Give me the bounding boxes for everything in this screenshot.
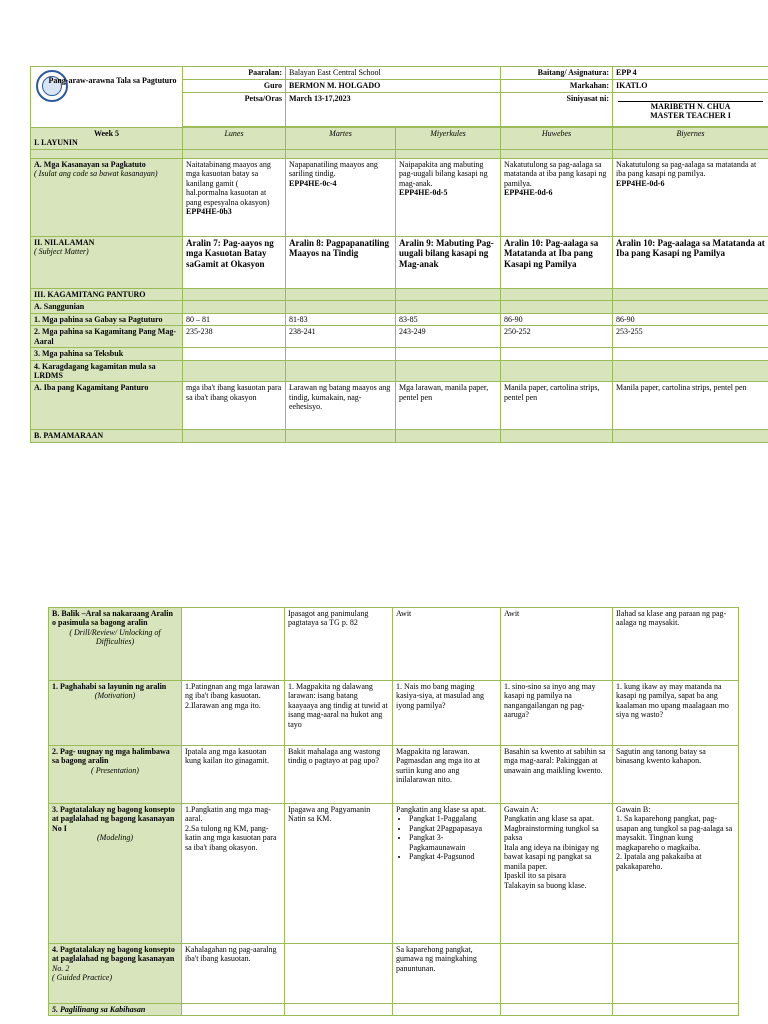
signatory-block [613,93,768,127]
kasanayan-label: A. Mga Kasanayan sa Pagkatuto [34,159,146,169]
pagtatalakay2-label: 4. Pagtatalakay ng bagong konsepto at paglalahad ng bagong kasanayan [52,945,175,964]
pagtatalakay1-cell: Gawain A: Pangkatin ang klase sa apat. Magbrainstorming tungkol sa paksa Itala ang ideya na ibinigay ng bawat kasapi ng pangkat sa manila paper. Ipaskil ito sa pisara Talakayin sa buong klase. [501,804,613,944]
document-title: Pang-araw-arawna Tala sa Pagtuturo [48,76,177,85]
day-biyernes: Biyernes [613,128,768,150]
kasanayan-cell: Nakatutulong sa pag-aalaga sa matatanda at iba pang kasapi ng pamilya. EPP4HE-0d-6 [501,158,613,236]
mag-aaral-label: 2. Mga pahina sa Kagamitang Pang Mag-Aaral [31,326,183,348]
pagtatalakay2-cell: Kahalagahan ng pag-aaralng iba't ibang kasuotan. [182,944,285,1004]
school-header-cell [31,67,183,128]
balik-cell: Awit [501,608,613,681]
balik-cell: Awit [393,608,501,681]
pagtatalakay1-note: (Modeling) [97,833,133,843]
guro-label: Guro [183,80,286,93]
aralin-cell: Aralin 8: Pagpapanatiling Maayos na Tindig [286,236,396,288]
kasanayan-cell: Napapanatiling maayos ang sariling tindig. EPP4HE-0c-4 [286,158,396,236]
guro-value: BERMON M. HOLGADO [286,80,501,93]
gabay-cell: 80 – 81 [183,313,286,325]
pamamaraan-label: B. PAMAMARAAN [31,430,183,442]
kasanayan-cell: Naitatabinang maayos ang mga kasuotan batay sa kanilang gamit ( hal.pormalna kasuotan at pang espesyalna okasyon) EPP4HE-0b3 [183,158,286,236]
markahan-label: Markahan: [501,80,613,93]
pag-uugnay-cell: Magpakita ng larawan. Pagmasdan ang mga ito at suriin kung ano ang inilalarawan nito. [393,746,501,804]
mag-aaral-cell: 238-241 [286,326,396,348]
balik-cell [182,608,285,681]
mag-aaral-cell: 235-238 [183,326,286,348]
pag-uugnay-cell: Sagutin ang tanong batay sa binasang kwento kahapon. [613,746,739,804]
paghahabi-row-label [49,681,182,746]
iba-label: A. Iba pang Kagamitang Panturo [31,382,183,430]
aralin-cell: Aralin 7: Pag-aayos ng mga Kasuotan Batay saGamit at Okasyon [183,236,286,288]
paghahabi-cell: 1.Patingnan ang mga larawan ng iba't ibang kasuotan. 2.Ilarawan ang mga ito. [182,681,285,746]
paghahabi-cell: 1. sino-sino sa inyo ang may kasapi ng pamilya na nangangailangan ng pag-aaruga? [501,681,613,746]
nilalaman-note: ( Subject Matter) [34,247,89,257]
list-item: • Pangkat 2Pagpapasaya [409,824,497,833]
pangkat-list [396,814,497,861]
sanggunian-label: A. Sanggunian [31,301,183,313]
mag-aaral-cell: 253-255 [613,326,768,348]
pagtatalakay2-cell: Sa kaparehong pangkat, gumawa ng maingkahing panuntunan. [393,944,501,1004]
iba-cell: mga iba't ibang kasuotan para sa iba't ibang okasyon [183,382,286,430]
paghahabi-note: (Motivation) [94,691,136,701]
paghahabi-cell: 1. Nais mo bang maging kasiya-siya, at masulad ang iyong pamilya? [393,681,501,746]
balik-cell: Ilahad sa klase ang paraan ng pag-aalaga ng maysakit. [613,608,739,681]
petsa-value: March 13-17,2023 [286,93,501,127]
pagtatalakay1-cell: 1.Pangkatin ang mga mag-aaral. 2.Sa tulong ng KM, pang-katin ang mga kasuotan para sa iba't ibang okasyon. [182,804,285,944]
balik-cell: Ipasagot ang panimulang pagtataya sa TG p. 82 [285,608,393,681]
iba-cell: Larawan ng batang maayos ang tindig, kumakain, nag-eehesisyo. [286,382,396,430]
paghahabi-cell: 1. Magpakita ng dalawang larawan: isang batang kaayaaya ang tindig at tuwid at isang mag-aaral na hukot ang tayo [285,681,393,746]
pagtatalakay1-cell: Gawain B: 1. Sa kaparehong pangkat, pag-usapan ang tungkol sa pag-aalaga sa maysakit. Tingnan kung magkapareho o magkaiba. 2. Ipatala ang pakakaiba at pakakapareho. [613,804,739,944]
pag-uugnay-cell: Ipatala ang mga kasuotan kung kailan ito ginagamit. [182,746,285,804]
paghahabi-cell: 1. kung ikaw ay may matanda na kasapi ng pamilya, sapat ba ang kaalaman mo upang maalagaan mo siya ng wasto? [613,681,739,746]
gabay-cell: 86-90 [501,313,613,325]
pagtatalakay1-row-label [49,804,182,944]
teksbuk-label: 3. Mga pahina sa Teksbuk [31,348,183,360]
procedure-table [48,607,739,1016]
mag-aaral-cell: 250-252 [501,326,613,348]
iba-cell: Mga larawan, manila paper, pentel pen [396,382,501,430]
kagamitan-label: III. KAGAMITANG PANTURO [31,288,183,300]
day-martes: Martes [286,128,396,150]
paghahabi-label: 1. Paghahabi sa layunin ng aralin [52,682,167,691]
iba-cell: Manila paper, cartolina strips, pentel pen [501,382,613,430]
aralin-cell: Aralin 10: Pag-aalaga sa Matatanda at Iba pang Kasapi ng Pamilya [613,236,768,288]
pagtatalakay1-cell: Ipagawa ang Pagyamanin Natin sa KM. [285,804,393,944]
kasanayan-note: ( Isulat ang code sa bawat kasanayan) [34,169,158,179]
petsa-label: Petsa/Oras [183,93,286,127]
list-item: • Pangkat 3-Pagkamaunawain [409,833,497,852]
week-label: Week 5 [93,129,120,138]
balik-label: B. Balik –Aral sa nakaraang Aralin o pasimula sa bagong aralin [52,609,173,628]
kasanayan-cell: Nakatutulong sa pag-aalaga sa matatanda at iba pang kasapi ng pamilya. EPP4HE-0d-6 [613,158,768,236]
nilalaman-label: II. NILALAMAN [34,237,95,247]
pagtatalakay2-note: ( Guided Practice) [52,973,112,983]
siniyasat-label: Siniyasat ni: [501,93,613,127]
day-huwebes: Huwebes [501,128,613,150]
deped-seal-icon [36,70,68,102]
week-layunin-cell [31,128,183,150]
aralin-cell: Aralin 10: Pag-aalaga sa Matatanda at Iba pang Kasapi ng Pamilya [501,236,613,288]
lesson-plan-header-table [30,66,768,443]
pagtatalakay1-cell: Pangkatin ang klase sa apat. • Pangkat 1-Paggalang • Pangkat 2Pagpapasaya • Pangkat 3-Pagkamaunawain • Pangkat 4-Pagsunod [393,804,501,944]
baitang-label: Baitang/ Asignatura: [501,67,613,80]
pag-uugnay-note: ( Presentation) [91,765,139,775]
pagtatalakay2-cell [613,944,739,1004]
kasanayan-row-label [31,158,183,236]
pag-uugnay-cell: Basahin sa kwento at sabihin sa mga mag-aaral: Pakinggan at unawain ang maikling kwento. [501,746,613,804]
paaralan-label: Paaralan: [183,67,286,80]
balik-note: ( Drill/Review/ Unlocking of Difficulties) [69,627,161,647]
gabay-cell: 81-83 [286,313,396,325]
aralin-cell: Aralin 9: Mabuting Pag-uugali bilang kasapi ng Mag-anak [396,236,501,288]
mag-aaral-cell: 243-249 [396,326,501,348]
list-item: • Pangkat 4-Pagsunod [409,852,497,861]
paaralan-value: Balayan East Central School [286,67,501,80]
signatory-name: MARIBETH N. CHUA [650,102,731,111]
pagtatalakay2-sub: No. 2 [52,963,70,973]
pag-uugnay-cell: Bakit mahalaga ang wastong tindig o pagtayo at pag upo? [285,746,393,804]
pagtatalakay2-cell [285,944,393,1004]
gabay-label: 1. Mga pahina sa Gabay sa Pagtuturo [31,313,183,325]
markahan-value: IKATLO [613,80,768,93]
gabay-cell: 83-85 [396,313,501,325]
day-miyerkules: Miyerkules [396,128,501,150]
pagtatalakay1-label: 3. Pagtatalakay ng bagong konsepto at paglalahad ng bagong kasanayan No I [52,805,175,833]
gabay-cell: 86-90 [613,313,768,325]
day-lunes: Lunes [183,128,286,150]
layunin-label: I. LAYUNIN [34,138,78,148]
iba-cell: Manila paper, cartolina strips, pentel pen [613,382,768,430]
nilalaman-row-label [31,236,183,288]
paglinang-label: 5. Paglilinang sa Kabihasan [49,1004,182,1016]
baitang-value: EPP 4 [613,67,768,80]
list-item: • Pangkat 1-Paggalang [409,814,497,823]
lrdms-label: 4. Karagdagang kagamitan mula sa LRDMS [31,360,183,382]
pagtatalakay2-cell [501,944,613,1004]
kasanayan-cell: Naipapakita ang mabuting pag-uugali bilang kasapi ng mag-anak. EPP4HE-0d-5 [396,158,501,236]
pagtatalakay2-row-label [49,944,182,1004]
balik-row-label [49,608,182,681]
pag-uugnay-label: 2. Pag- uugnay ng mga halimbawa sa bagong aralin [52,747,170,766]
signatory-title: MASTER TEACHER I [650,111,731,121]
pag-uugnay-row-label [49,746,182,804]
